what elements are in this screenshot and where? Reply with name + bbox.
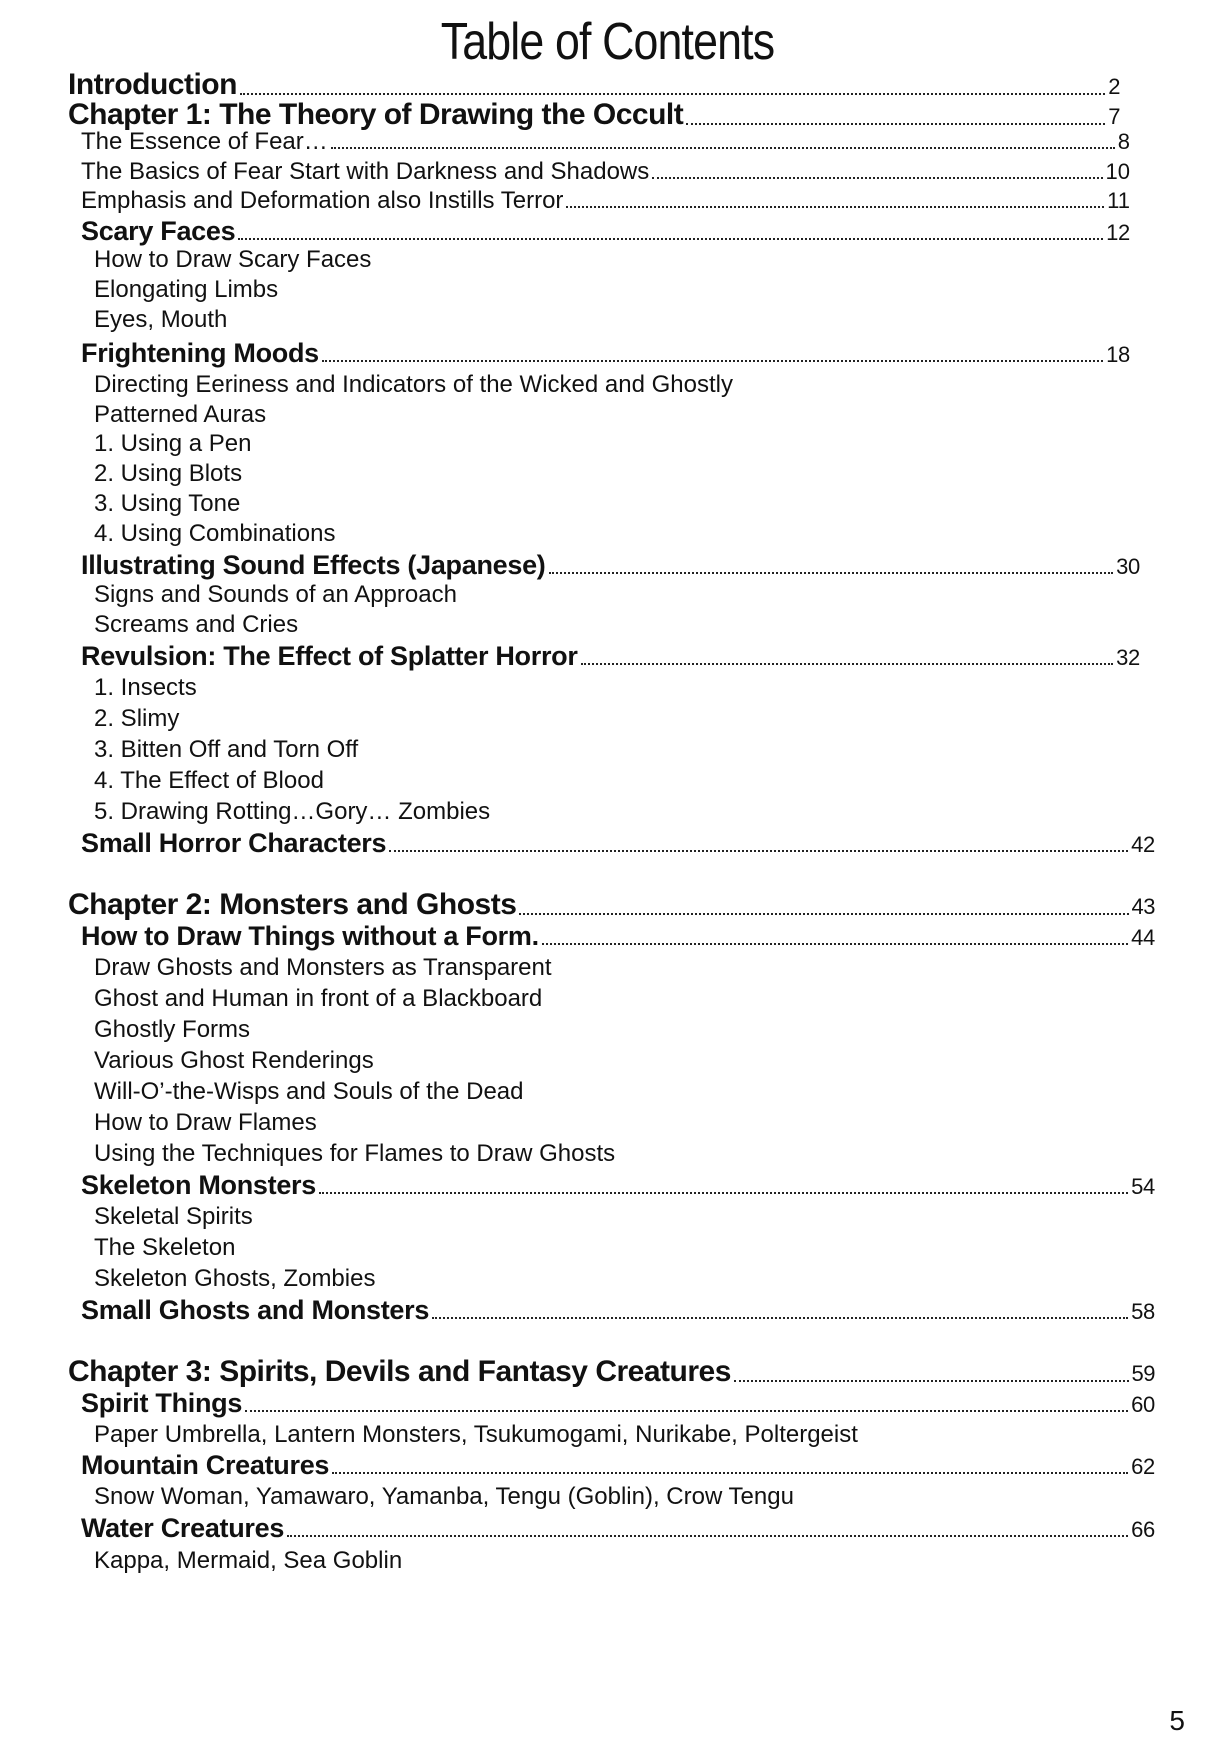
leader-dots [245,1410,1128,1412]
toc-entry [94,1265,375,1293]
toc-entry [94,1109,317,1137]
leader-dots [240,93,1105,95]
toc-entry-title: Mountain Creatures [81,1450,330,1480]
toc-entry-page: 10 [1105,159,1130,184]
toc-entry-page: 66 [1131,1517,1155,1542]
toc-entry [68,1355,1155,1389]
toc-entry-title: How to Draw Flames [94,1109,317,1136]
toc-entry-page: 43 [1131,894,1155,919]
toc-entry [94,306,227,334]
toc-entry [81,828,1155,859]
toc-entry [81,128,1130,156]
leader-dots [238,238,1103,240]
toc-entry [81,158,1130,186]
toc-entry-title: 3. Using Tone [94,490,241,517]
toc-entry-page: 44 [1131,925,1155,950]
leader-dots [734,1380,1129,1382]
toc-entry-title: Patterned Auras [94,401,267,428]
toc-entry-title: Small Horror Characters [81,828,387,858]
toc-entry-title: Skeleton Monsters [81,1170,316,1200]
toc-entry-page: 7 [1108,104,1120,129]
toc-entry-title: Small Ghosts and Monsters [81,1295,430,1325]
leader-dots [566,206,1104,208]
toc-entry [81,550,1140,581]
page-number: 5 [1169,1705,1185,1736]
toc-entry-title: Will-O’-the-Wisps and Souls of the Dead [94,1078,524,1105]
toc-entry [81,216,1130,247]
toc-entry [81,1295,1155,1326]
toc-entry [94,985,542,1013]
toc-entry [94,460,242,488]
toc-entry [94,1140,615,1168]
toc-entry-page: 54 [1131,1174,1155,1199]
toc-entry-page: 60 [1131,1392,1155,1417]
toc-entry [81,1170,1155,1201]
toc-entry-title: Illustrating Sound Effects (Japanese) [81,550,546,580]
toc-entry-title: The Skeleton [94,1234,236,1261]
leader-dots [332,1472,1128,1474]
toc-entry-title: Ghostly Forms [94,1016,251,1043]
toc-entry-title: Paper Umbrella, Lantern Monsters, Tsukumogami, Nurikabe, Poltergeist [94,1421,858,1448]
toc-entry-title: 2. Using Blots [94,460,243,487]
toc-entry-page: 32 [1116,645,1140,670]
leader-dots [686,123,1105,125]
toc-entry [81,921,1155,952]
toc-entry-title: Directing Eeriness and Indicators of the Wicked and Ghostly [94,371,733,398]
toc-entry [94,490,240,518]
toc-entry-page: 59 [1131,1361,1155,1386]
toc-entry-title: How to Draw Scary Faces [94,246,372,273]
toc-entry-title: 4. The Effect of Blood [94,767,324,794]
toc-entry [94,611,298,639]
toc-entry-page: 62 [1131,1454,1155,1479]
toc-entry-page: 12 [1106,220,1130,245]
toc-entry-title: The Essence of Fear… [81,128,328,155]
toc-entry-page: 18 [1106,342,1130,367]
toc-entry [68,68,1120,102]
toc-entry [94,1234,235,1262]
toc-entry [94,276,278,304]
toc-entry [81,187,1130,215]
toc-entry [94,1203,253,1231]
toc-entry-title: Screams and Cries [94,611,299,638]
toc-entry-title: Draw Ghosts and Monsters as Transparent [94,954,552,981]
toc-entry-title: Eyes, Mouth [94,306,228,333]
toc-entry-title: Emphasis and Deformation also Instills Terror [81,187,564,214]
leader-dots [432,1317,1128,1319]
leader-dots [542,943,1128,945]
toc-entry [94,1047,374,1075]
toc-entry-page: 11 [1107,188,1130,213]
leader-dots [581,663,1114,665]
leader-dots [319,1192,1128,1194]
page-title: Table of Contents [440,13,775,71]
toc-entry [94,798,490,826]
toc-entry-title: 5. Drawing Rotting…Gory… Zombies [94,798,491,825]
toc-entry [94,246,371,274]
toc-entry [81,1450,1155,1481]
toc-entry-title: Chapter 1: The Theory of Drawing the Occult [68,98,684,131]
leader-dots [519,913,1128,915]
toc-entry [81,641,1140,672]
toc-entry-title: 2. Slimy [94,705,180,732]
leader-dots [322,360,1103,362]
toc-entry-page: 58 [1131,1299,1155,1324]
toc-entry-title: 4. Using Combinations [94,520,336,547]
leader-dots [549,572,1114,574]
toc-entry-title: Spirit Things [81,1388,243,1418]
toc-entry-title: Snow Woman, Yamawaro, Yamanba, Tengu (Goblin), Crow Tengu [94,1483,794,1510]
toc-entry [94,1421,858,1449]
leader-dots [652,177,1102,179]
toc-entry [94,430,251,458]
toc-entry [68,888,1155,922]
toc-entry [81,1513,1155,1544]
leader-dots [389,850,1128,852]
toc-entry-title: Kappa, Mermaid, Sea Goblin [94,1547,403,1574]
toc-entry-title: Elongating Limbs [94,276,279,303]
toc-entry-title: Ghost and Human in front of a Blackboard [94,985,543,1012]
leader-dots [287,1535,1128,1537]
toc-entry-title: 3. Bitten Off and Torn Off [94,736,359,763]
toc-entry-title: Water Creatures [81,1513,285,1543]
toc-entry-page: 42 [1131,832,1155,857]
toc-entry [94,767,324,795]
toc-entry [94,954,552,982]
toc-entry [94,1078,524,1106]
toc-entry-title: Various Ghost Renderings [94,1047,374,1074]
toc-entry-title: Frightening Moods [81,338,319,368]
toc-entry [94,401,266,429]
toc-entry-title: Chapter 2: Monsters and Ghosts [68,888,517,921]
toc-entry [94,520,335,548]
toc-entry [94,1483,794,1511]
toc-entry-title: Using the Techniques for Flames to Draw Ghosts [94,1140,616,1167]
toc-entry-title: Revulsion: The Effect of Splatter Horror [81,641,578,671]
toc-entry [94,674,197,702]
toc-entry [94,1016,250,1044]
toc-entry [94,1547,402,1575]
toc-entry-page: 2 [1108,74,1120,99]
leader-dots [331,147,1115,149]
toc-entry-page: 30 [1116,554,1140,579]
toc-entry-title: Skeletal Spirits [94,1203,253,1230]
toc-entry-title: 1. Insects [94,674,197,701]
toc-entry-title: Chapter 3: Spirits, Devils and Fantasy Creatures [68,1355,731,1388]
toc-entry [68,98,1120,132]
toc-entry-title: The Basics of Fear Start with Darkness and Shadows [81,158,650,185]
toc-entry [94,736,358,764]
toc-entry-title: Scary Faces [81,216,236,246]
toc-entry-title: Signs and Sounds of an Approach [94,581,457,608]
toc-entry-title: How to Draw Things without a Form. [81,921,539,951]
toc-entry-page: 8 [1117,129,1130,154]
toc-entry-title: Introduction [68,68,237,101]
toc-entry-title: 1. Using a Pen [94,430,252,457]
toc-entry [94,705,179,733]
toc-entry-title: Skeleton Ghosts, Zombies [94,1265,376,1292]
toc-entry [94,371,733,399]
toc-entry [94,581,457,609]
toc-entry [81,338,1130,369]
toc-entry [81,1388,1155,1419]
